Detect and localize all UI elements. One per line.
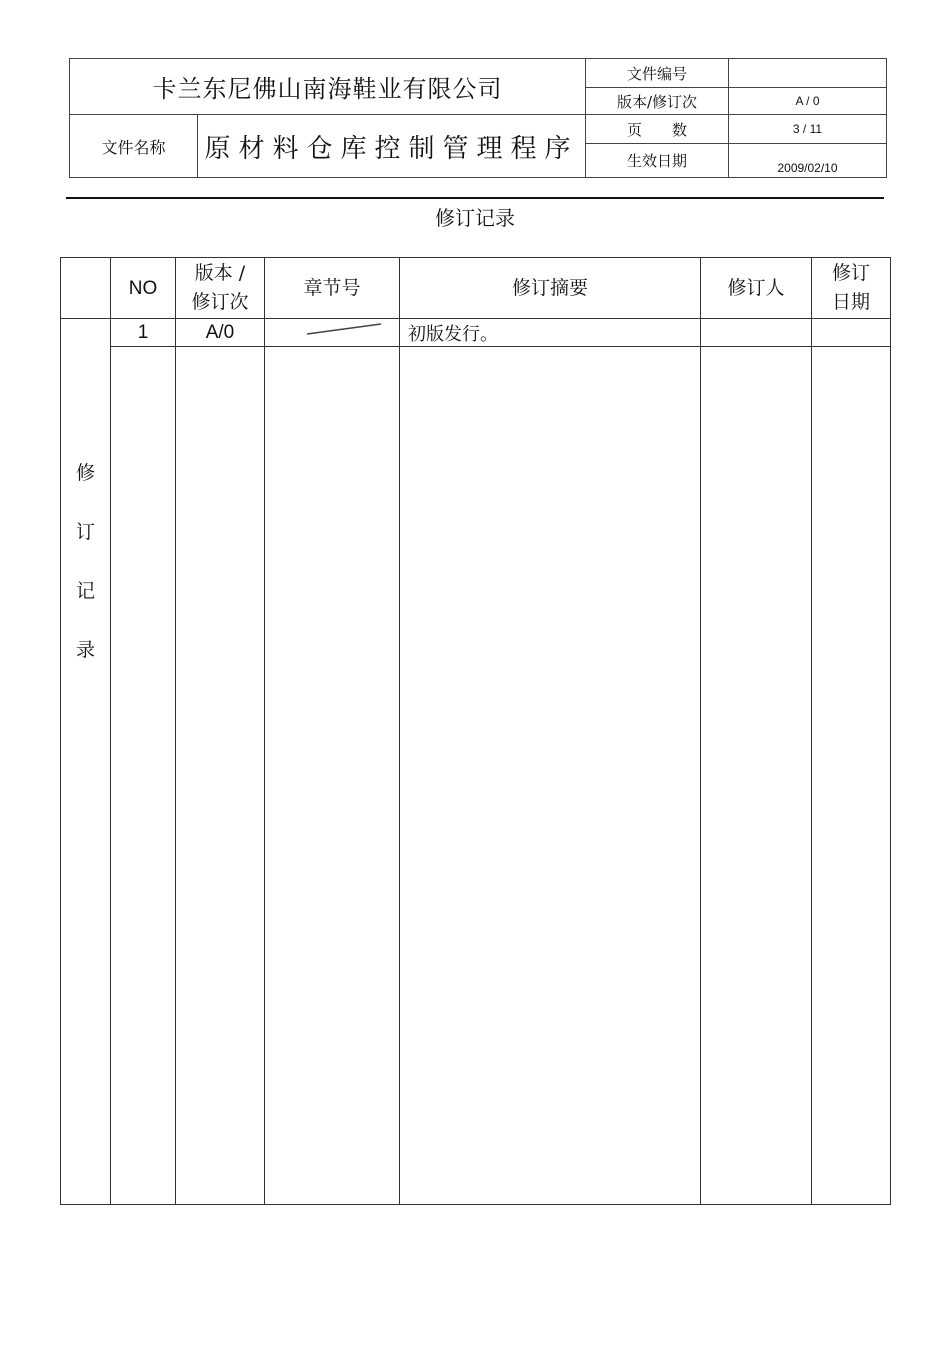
header-chapter: 章节号 — [265, 258, 400, 319]
empty-cell — [812, 347, 891, 1205]
row-version: A/0 — [176, 319, 265, 347]
empty-cell — [176, 347, 265, 1205]
side-label-char: 记 — [75, 580, 95, 602]
section-title: 修订记录 — [435, 206, 515, 230]
side-label-char: 订 — [75, 521, 95, 543]
header-version — [176, 258, 265, 319]
revision-side-label — [61, 319, 111, 1205]
side-label-char: 修 — [75, 462, 95, 484]
header-date — [812, 258, 891, 319]
table-row-empty — [61, 347, 891, 1205]
version-value: A / 0 — [729, 88, 887, 115]
row-summary: 初版发行。 — [400, 319, 701, 347]
header-version-line2: 修订次 — [191, 291, 249, 313]
header-version-line1: 版本 / — [194, 262, 246, 284]
doc-number-label: 文件编号 — [586, 59, 729, 88]
effective-date-value: 2009/02/10 — [729, 144, 887, 178]
row-no: 1 — [111, 319, 176, 347]
row-chapter — [265, 319, 400, 347]
pages-value: 3 / 11 — [729, 115, 887, 144]
row-reviser — [701, 319, 812, 347]
row-date — [812, 319, 891, 347]
header-reviser: 修订人 — [701, 258, 812, 319]
doc-name-label: 文件名称 — [70, 115, 198, 178]
empty-cell — [111, 347, 176, 1205]
document-header — [69, 58, 887, 178]
header-date-line2: 日期 — [831, 291, 870, 313]
revision-table — [60, 257, 891, 1205]
header-summary: 修订摘要 — [400, 258, 701, 319]
empty-slash-mark — [265, 319, 400, 347]
side-label-char: 录 — [75, 639, 95, 661]
table-row — [61, 319, 891, 347]
version-label: 版本/修订次 — [586, 88, 729, 115]
doc-number-value — [729, 59, 887, 88]
table-header-row — [61, 258, 891, 319]
effective-date-label: 生效日期 — [586, 144, 729, 178]
empty-cell — [400, 347, 701, 1205]
empty-cell — [265, 347, 400, 1205]
header-corner — [61, 258, 111, 319]
pages-label: 页 数 — [586, 115, 729, 144]
header-no: NO — [111, 258, 176, 319]
header-date-line1: 修订 — [831, 262, 870, 284]
empty-cell — [701, 347, 812, 1205]
doc-name: 原材料仓库控制管理程序 — [198, 115, 586, 178]
header-divider — [66, 197, 884, 199]
company-name: 卡兰东尼佛山南海鞋业有限公司 — [70, 59, 586, 115]
